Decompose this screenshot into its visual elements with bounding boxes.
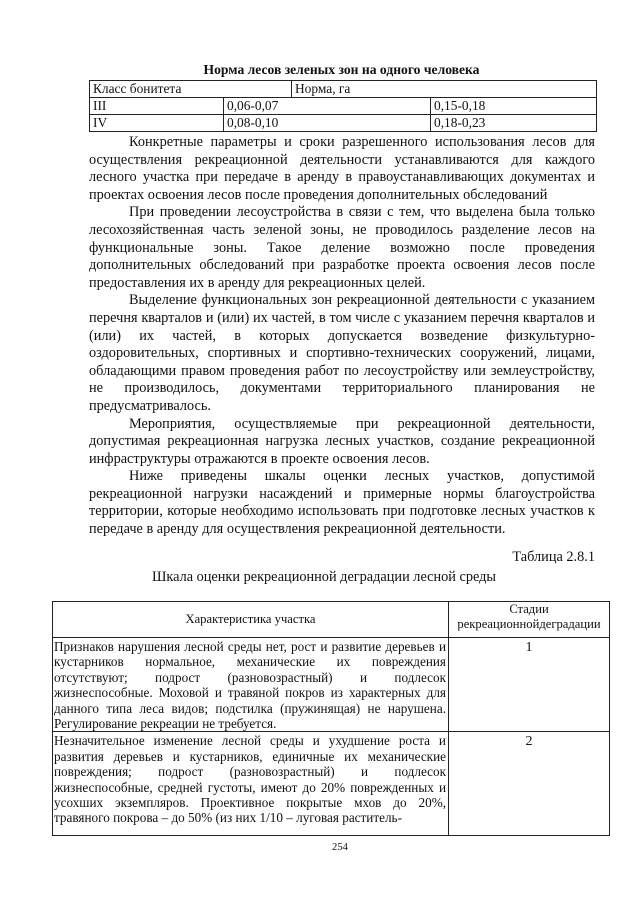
table-row [90,81,597,98]
table-cell-stage: 2 [449,732,610,836]
table-header-cell: Класс бонитета [90,81,292,98]
table-number-label: Таблица 2.8.1 [512,549,595,565]
paragraph: Мероприятия, осуществляемые при рекреационной деятельности, допустимая рекреационная нагрузка лесных участков, создание рекреационной инфраструктуры отражаются в проекте освоения лесов. [89,415,595,467]
table-cell: 0,06-0,07 [224,98,431,115]
table-header-cell: Характеристика участка [53,602,449,638]
degradation-scale-table [52,601,610,836]
paragraph: При проведении лесоустройства в связи с тем, что выделена была только лесохозяйственная часть зеленой зоны, не проводилось разделение лесов на функциональные зоны. Такое деление возможно после проведения дополнительных обследований при разработке проекта освоения лесов после предоставления их в аренду для рекреационных целей. [89,204,595,291]
description-text: Незначительное изменение лесной среды и ухудшение роста и развития деревьев и кустарников, единичные их механические повреждения; подрост (разновозрастный) и подлесок жизнеспособные, средней густоты, имеют до 20% поврежденных и усохших экземпляров. Проективное покрытые мхов до 20%, травяного покрова – до 50% (из них 1/10 – луговая раститель- [54,733,446,826]
table-cell: III [90,98,224,115]
paragraph: Выделение функциональных зон рекреационной деятельности с указанием перечня кварталов и (или) их частей, в том числе с указанием перечня кварталов и (или) их частей, в которых допускается возведение физкультурно-оздоровительных, спортивных и спортивно-технических сооружений, лицами, обладающими правом проведения работ по лесоустройству или землеустройству, не производилось, документами территориального планирования не предусматривалось. [89,292,595,414]
table-header-row [53,602,610,638]
table-row [90,98,597,115]
table-cell-stage: 1 [449,638,610,732]
body-text [89,134,595,539]
table-row [53,732,610,836]
paragraph: Конкретные параметры и сроки разрешенного использования лесов для осуществления рекреационной деятельности устанавливаются для каждого лесного участка при передаче в аренду в правоустанавливающих документах и проектах освоения лесов после проведения дополнительных обследований [89,134,595,203]
table-row [90,115,597,132]
table-cell: 0,18-0,23 [431,115,597,132]
page-number: 254 [332,842,348,853]
table-cell: IV [90,115,224,132]
green-zone-norm-table [89,80,597,132]
table2-title: Шкала оценки рекреационной деградации лесной среды [151,569,497,585]
table1-title: Норма лесов зеленых зон на одного человека [203,62,480,77]
table-cell: 0,08-0,10 [224,115,431,132]
table-cell-description: Признаков нарушения лесной среды нет, рост и развитие деревьев и кустарников нормальное, механические их повреждения отсутствуют; подрост (разновозрастный) и подлесок жизнеспособные. Моховой и травяной покров из характерных для данного типа леса видов; подстилка (пружинящая) не нарушена. Регулирование рекреации не требуется. [53,638,449,732]
table-cell: 0,15-0,18 [431,98,597,115]
table-cell-description [53,732,449,836]
table-row [53,638,610,732]
table-header-cell: Стадии рекреационнойдеградации [449,602,610,638]
paragraph: Ниже приведены шкалы оценки лесных участков, допустимой рекреационной нагрузки насаждений и примерные нормы благоустройства территории, которые необходимо использовать при подготовке лесных участков к передаче в аренду для осуществления рекреационной деятельности. [89,468,595,538]
table-header-cell: Норма, га [292,81,597,98]
